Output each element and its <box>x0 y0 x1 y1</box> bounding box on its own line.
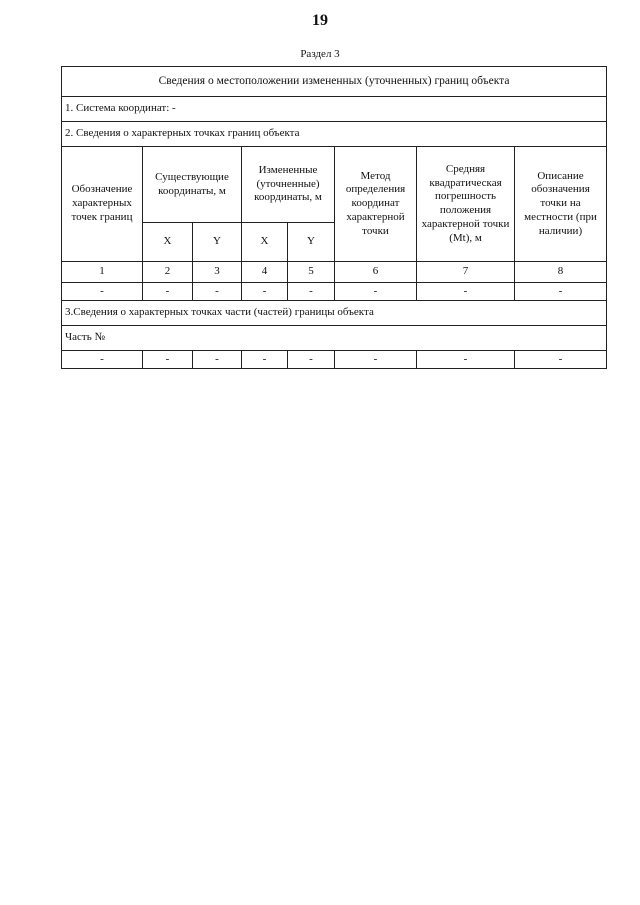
column-number: 8 <box>515 262 607 283</box>
header-designation: Обозначение характерных точек границ <box>62 147 143 262</box>
table-cell: - <box>515 283 607 301</box>
table-cell: - <box>288 351 335 369</box>
table-row <box>62 283 607 301</box>
table-cell: - <box>62 351 143 369</box>
table-cell: - <box>335 283 417 301</box>
header-description: Описание обозначения точки на местности (при наличии) <box>515 147 607 262</box>
table-cell: - <box>515 351 607 369</box>
table-row <box>62 351 607 369</box>
part-number-label: Часть № <box>62 326 607 351</box>
points-heading: 2. Сведения о характерных точках границ объекта <box>62 122 607 147</box>
column-number: 1 <box>62 262 143 283</box>
header-existing-coords: Существующие координаты, м <box>143 147 242 223</box>
header-changed-x: X <box>242 223 288 262</box>
table-cell: - <box>193 351 242 369</box>
header-existing-y: Y <box>193 223 242 262</box>
header-existing-x: X <box>143 223 193 262</box>
table-title: Сведения о местоположении измененных (уточненных) границ объекта <box>62 67 607 97</box>
header-error: Средняя квадратическая погрешность положения характерной точки (Mt), м <box>417 147 515 262</box>
column-number: 3 <box>193 262 242 283</box>
table-cell: - <box>242 351 288 369</box>
table-cell: - <box>143 351 193 369</box>
column-number: 7 <box>417 262 515 283</box>
header-method: Метод определения координат характерной точки <box>335 147 417 262</box>
table-cell: - <box>417 283 515 301</box>
table-cell: - <box>335 351 417 369</box>
page-number: 19 <box>312 12 328 29</box>
table-cell: - <box>193 283 242 301</box>
parts-heading: 3.Сведения о характерных точках части (частей) границы объекта <box>62 301 607 326</box>
column-number: 5 <box>288 262 335 283</box>
table-cell: - <box>143 283 193 301</box>
table-cell: - <box>242 283 288 301</box>
column-number: 2 <box>143 262 193 283</box>
table-cell: - <box>288 283 335 301</box>
column-number: 6 <box>335 262 417 283</box>
header-changed-y: Y <box>288 223 335 262</box>
boundary-table <box>61 66 607 369</box>
column-numbers-row <box>62 262 607 283</box>
table-cell: - <box>417 351 515 369</box>
column-number: 4 <box>242 262 288 283</box>
coord-system-row: 1. Система координат: - <box>62 97 607 122</box>
table-cell: - <box>62 283 143 301</box>
header-changed-coords: Измененные (уточненные) координаты, м <box>242 147 335 223</box>
section-label: Раздел 3 <box>300 48 340 60</box>
